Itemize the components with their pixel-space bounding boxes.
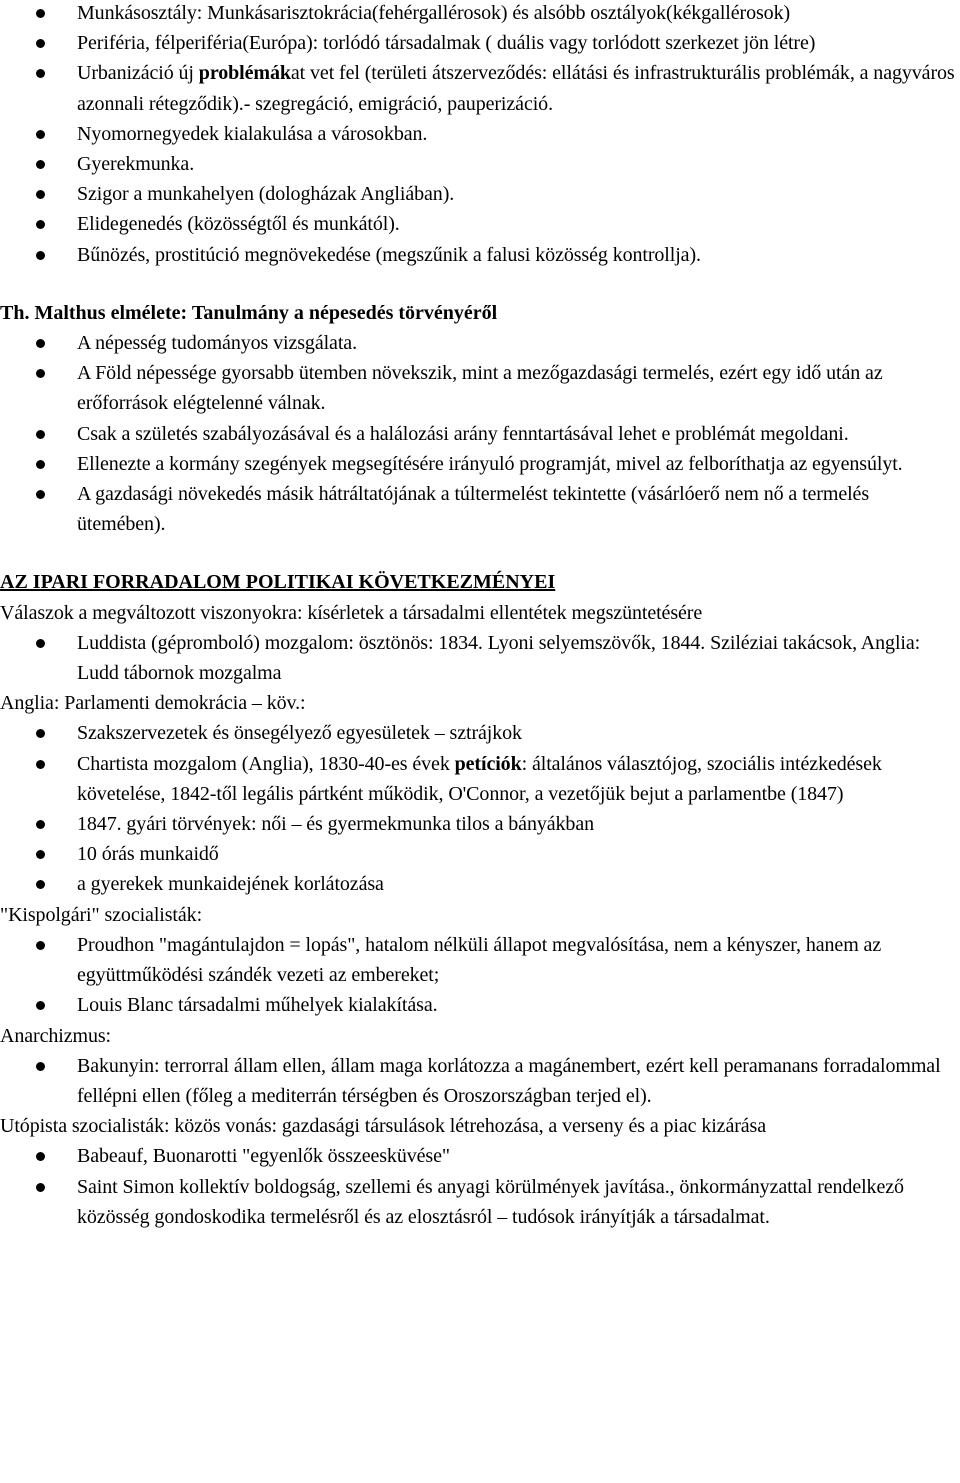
list-item: Proudhon "magántulajdon = lopás", hatalom nélküli állapot megvalósítása, nem a kényszer, hanem az együttműködési szándék vezeti az embereket; [0,930,960,990]
kispolgari-label: "Kispolgári" szocialisták: [0,903,203,926]
malthus-heading: Th. Malthus elmélete: Tanulmány a népesedés törvényéről [0,301,498,324]
kispolgari-list [0,930,960,1021]
list-item: Szigor a munkahelyen (dologházak Angliában). [0,179,960,209]
anglia-list [0,718,960,899]
list-item: Saint Simon kollektív boldogság, szellemi és anyagi körülmények javítása., önkormányzattal rendelkező közösség gondoskodika termelésről és az elosztásról – tudósok irányítják a társadalmat. [0,1172,960,1232]
list-item: Elidegenedés (közösségtől és munkától). [0,209,960,239]
intro-paragraph: Válaszok a megváltozott viszonyokra: kísérletek a társadalmi ellentétek megszüntetésére [0,601,703,624]
list-item: Bakunyin: terrorral állam ellen, állam maga korlátozza a magánembert, ezért kell peramanans forradalommal fellépni ellen (főleg a mediterrán térségben és Oroszországban terjed el). [0,1051,960,1111]
list-item: Munkásosztály: Munkásarisztokrácia(fehérgallérosok) és alsóbb osztályok(kékgallérosok) [0,0,960,28]
list-item: Babeauf, Buonarotti "egyenlők összeesküvése" [0,1141,960,1171]
list-item: Chartista mozgalom (Anglia), 1830-40-es évek petíciók: általános választójog, szociális intézkedések követelése, 1842-től legális pártként működik, O'Connor, a vezetőjük bejut a parlamentbe (1847) [0,749,960,809]
list-item: Gyerekmunka. [0,149,960,179]
list-item: A gazdasági növekedés másik hátráltatójának a túltermelést tekintette (vásárlóerő nem nő a termelés ütemében). [0,479,960,539]
list-item: 1847. gyári törvények: női – és gyermekmunka tilos a bányákban [0,809,960,839]
anglia-label: Anglia: Parlamenti demokrácia – köv.: [0,692,306,715]
spacer [0,539,960,567]
list-item: Luddista (gépromboló) mozgalom: ösztönös: 1834. Lyoni selyemszövők, 1844. Sziléziai takácsok, Anglia: Ludd tábornok mozgalma [0,628,960,688]
spacer [0,270,960,298]
list-item: A népesség tudományos vizsgálata. [0,328,960,358]
list-item: A Föld népessége gyorsabb ütemben növekszik, mint a mezőgazdasági termelés, ezért egy idő után az erőforrások elégtelenné válnak. [0,358,960,418]
anarchizmus-list [0,1051,960,1111]
list-item: Louis Blanc társadalmi műhelyek kialakítása. [0,990,960,1020]
section-heading: AZ IPARI FORRADALOM POLITIKAI KÖVETKEZMÉNYEI [0,571,556,594]
list-item: Ellenezte a kormány szegények megsegítésére irányuló programját, mivel az felboríthatja az egyensúlyt. [0,449,960,479]
list-item: Szakszervezetek és önsegélyező egyesületek – sztrájkok [0,718,960,748]
malthus-list [0,328,960,539]
list-item: a gyerekek munkaidejének korlátozása [0,869,960,899]
list-item: Nyomornegyedek kialakulása a városokban. [0,119,960,149]
list-item: Csak a születés szabályozásával és a halálozási arány fenntartásával lehet e problémát megoldani. [0,419,960,449]
list-item: Bűnözés, prostitúció megnövekedése (megszűnik a falusi közösség kontrollja). [0,240,960,270]
anarchizmus-label: Anarchizmus: [0,1024,111,1047]
utopista-list [0,1141,960,1232]
list-item: Periféria, félperiféria(Európa): torlódó társadalmak ( duális vagy torlódott szerkezet jön létre) [0,28,960,58]
social-consequences-list [0,0,960,270]
list-item: 10 órás munkaidő [0,839,960,869]
utopista-label: Utópista szocialisták: közös vonás: gazdasági társulások létrehozása, a verseny és a piac kizárása [0,1115,767,1138]
list-item: Urbanizáció új problémákat vet fel (területi átszerveződés: ellátási és infrastrukturális problémák, a nagyváros azonnali rétegződik).- szegregáció, emigráció, pauperizáció. [0,58,960,118]
